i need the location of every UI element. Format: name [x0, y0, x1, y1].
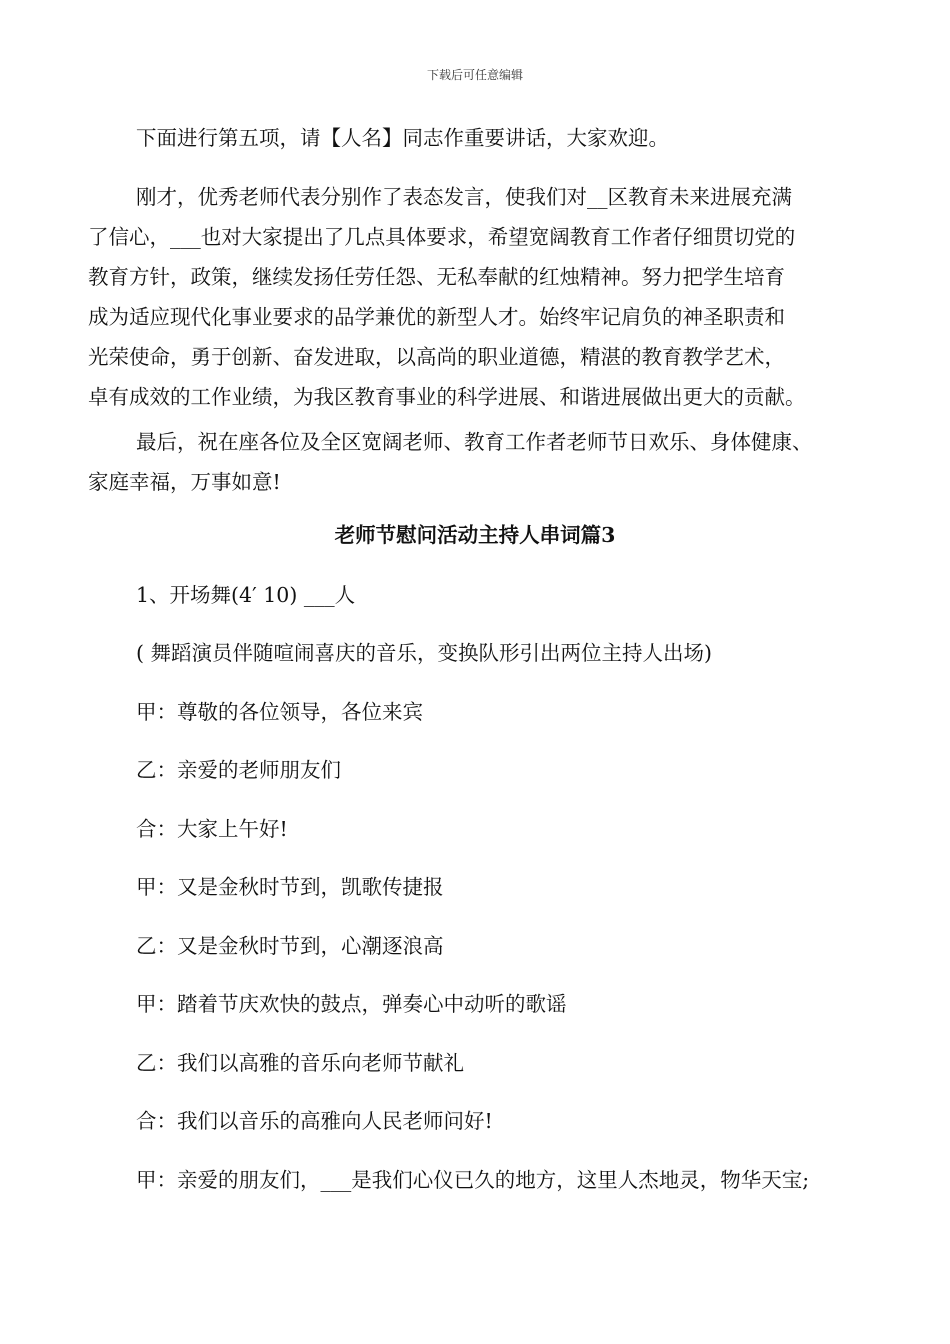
paragraph-announcement: [88, 118, 868, 158]
script-line: 合：大家上午好!: [136, 817, 288, 841]
script-line: 乙：又是金秋时节到，心潮逐浪高: [136, 934, 444, 958]
script-line: 甲：尊敬的各位领导，各位来宾: [136, 700, 423, 724]
text-line: 家庭幸福，万事如意!: [88, 470, 281, 494]
text-line: 刚才，优秀老师代表分别作了表态发言，使我们对__区教育未来进展充满: [136, 185, 792, 209]
text-line: 光荣使命，勇于创新、奋发进取，以高尚的职业道德，精湛的教育教学艺术，: [88, 345, 785, 369]
text-line: 成为适应现代化事业要求的品学兼优的新型人才。始终牢记肩负的神圣职责和: [88, 305, 785, 329]
text-line: 下面进行第五项，请【人名】同志作重要讲话，大家欢迎。: [136, 126, 669, 150]
section-title: 老师节慰问活动主持人串词篇3: [334, 523, 616, 547]
script-line: 合：我们以音乐的高雅向人民老师问好!: [136, 1109, 493, 1133]
text-line: 卓有成效的工作业绩，为我区教育事业的科学进展、和谐进展做出更大的贡献。: [88, 385, 806, 409]
script-line: 乙：我们以高雅的音乐向老师节献礼: [136, 1051, 464, 1075]
script-line: 乙：亲爱的老师朋友们: [136, 758, 341, 782]
paragraph-closing-wishes: [88, 422, 868, 502]
script-line: ( 舞蹈演员伴随喧闹喜庆的音乐，变换队形引出两位主持人出场): [136, 641, 713, 665]
script-line: 甲：踏着节庆欢快的鼓点，弹奏心中动听的歌谣: [136, 992, 567, 1016]
text-line: 教育方针，政策，继续发扬任劳任怨、无私奉献的红烛精神。努力把学生培育: [88, 265, 785, 289]
text-line: 最后，祝在座各位及全区宽阔老师、教育工作者老师节日欢乐、身体健康、: [136, 430, 813, 454]
text-line: 了信心，___也对大家提出了几点具体要求，希望宽阔教育工作者仔细贯切党的: [88, 225, 796, 249]
paragraph-speech-summary: [88, 177, 868, 417]
script-line: 1、开场舞(4′ 10) ___人: [136, 583, 356, 607]
script-line: 甲：亲爱的朋友们，___是我们心仪已久的地方，这里人杰地灵，物华天宝;: [136, 1168, 810, 1192]
header-note: 下载后可任意编辑: [426, 68, 523, 82]
script-line: 甲：又是金秋时节到，凯歌传捷报: [136, 875, 444, 899]
